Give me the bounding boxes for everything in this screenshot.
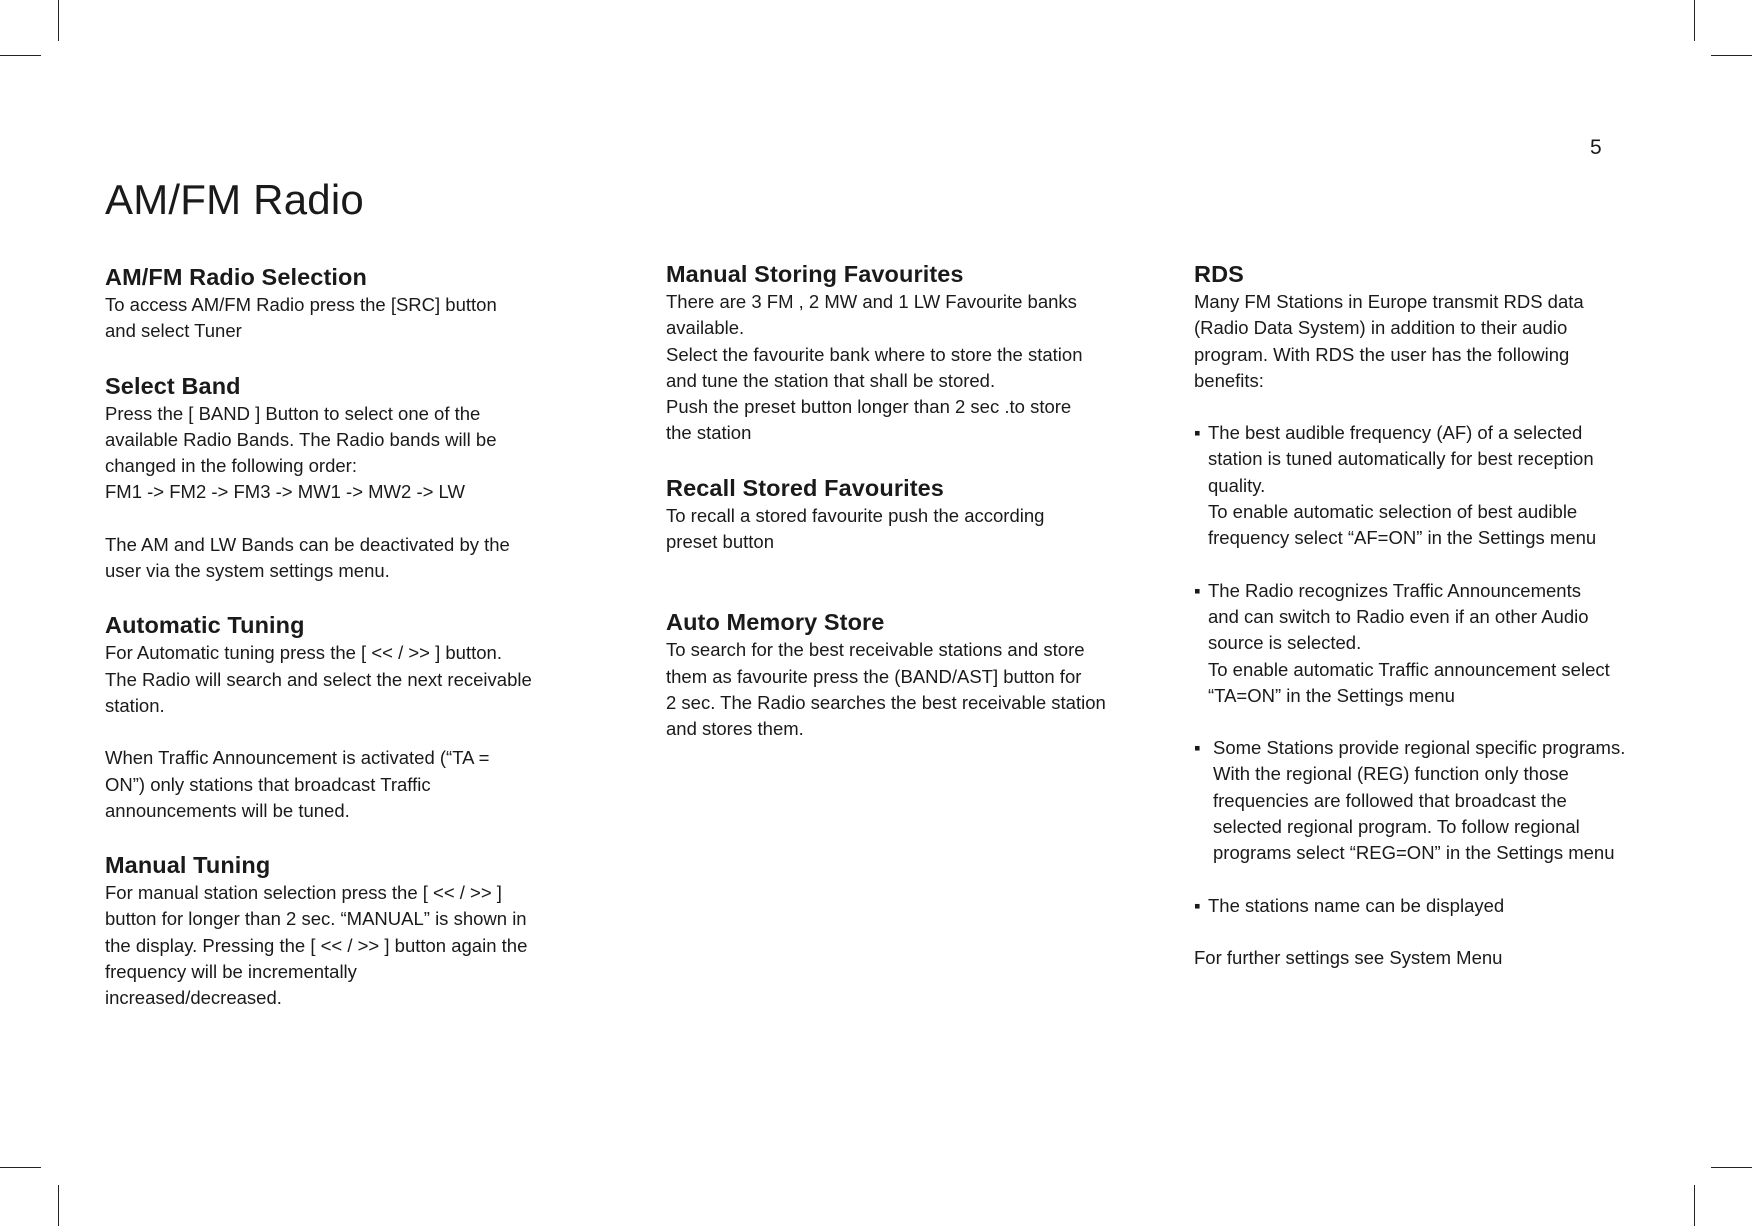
text-line: To access AM/FM Radio press the [SRC] button <box>105 294 497 315</box>
section-select-band <box>105 371 595 585</box>
bullet-square-icon: ▪ <box>1194 894 1201 916</box>
bullet-item <box>1194 578 1684 709</box>
text-line: The best audible frequency (AF) of a selected <box>1208 422 1583 444</box>
text-line: There are 3 FM , 2 MW and 1 LW Favourite banks <box>666 291 1077 312</box>
text-line: To enable automatic Traffic announcement select <box>1208 658 1610 680</box>
bullet-item <box>1194 420 1684 551</box>
section-heading: Manual Storing Favourites <box>666 261 964 287</box>
text-line: For manual station selection press the [ << / >> ] <box>105 882 502 904</box>
text-line: the station <box>666 422 752 444</box>
text-line: station. <box>105 694 165 716</box>
text-line: Select the favourite bank where to store the station <box>666 343 1083 365</box>
text-line: and stores them. <box>666 718 804 740</box>
section-radio-selection <box>105 262 595 345</box>
text-line: and can switch to Radio even if an other Audio <box>1208 605 1589 627</box>
text-line: frequencies are followed that broadcast the <box>1213 789 1567 811</box>
text-line: frequency will be incrementally <box>105 961 357 983</box>
bullet-item <box>1194 735 1684 866</box>
text-line: To enable automatic selection of best audible <box>1208 501 1578 523</box>
text-line: With the regional (REG) function only those <box>1213 763 1569 785</box>
text-line: ON”) only stations that broadcast Traffic <box>105 773 431 795</box>
text-line: frequency select “AF=ON” in the Settings menu <box>1208 527 1597 549</box>
section-heading: Automatic Tuning <box>105 612 305 639</box>
section-auto-memory <box>666 607 1156 742</box>
text-line: them as favourite press the (BAND/AST] button for <box>666 665 1082 687</box>
page-title: AM/FM Radio <box>105 176 364 223</box>
text-line: user via the system settings menu. <box>105 560 390 582</box>
crop-mark-bottom-right-vertical <box>1694 1185 1695 1226</box>
text-line: The AM and LW Bands can be deactivated by the <box>105 533 510 555</box>
crop-mark-top-right-horizontal <box>1711 55 1752 56</box>
crop-mark-bottom-left-vertical <box>58 1185 59 1226</box>
crop-mark-top-right-vertical <box>1694 0 1695 41</box>
footer-note: For further settings see System Menu <box>1194 946 1503 968</box>
bullet-square-icon: ▪ <box>1194 422 1201 444</box>
text-line: For Automatic tuning press the [ << / >> ] button. <box>105 642 502 664</box>
section-heading: Manual Tuning <box>105 852 271 879</box>
section-automatic-tuning <box>105 610 595 824</box>
text-line: programs select “REG=ON” in the Settings menu <box>1213 842 1615 864</box>
text-line: announcements will be tuned. <box>105 799 350 821</box>
right-column <box>1194 259 1684 971</box>
text-line: 2 sec. The Radio searches the best receivable station <box>666 691 1106 713</box>
text-line: quality. <box>1208 474 1266 496</box>
section-heading: RDS <box>1194 261 1244 287</box>
section-heading: Select Band <box>105 372 241 399</box>
section-rds <box>1194 259 1684 971</box>
crop-mark-bottom-right-horizontal <box>1711 1167 1752 1168</box>
bullet-item <box>1194 893 1684 919</box>
text-line: Press the [ BAND ] Button to select one of the <box>105 402 481 424</box>
section-recall-stored <box>666 473 1156 556</box>
text-line: available. <box>666 317 745 339</box>
text-line: and tune the station that shall be stored. <box>666 369 996 391</box>
section-manual-storing <box>666 259 1156 447</box>
text-line: button for longer than 2 sec. “MANUAL” is shown in <box>105 908 527 930</box>
text-line: station is tuned automatically for best reception <box>1208 448 1594 470</box>
text-line: To recall a stored favourite push the according <box>666 504 1045 526</box>
text-line: benefits: <box>1194 369 1264 391</box>
text-line: increased/decreased. <box>105 987 282 1009</box>
text-line: the display. Pressing the [ << / >> ] button again the <box>105 934 528 956</box>
text-line: FM1 -> FM2 -> FM3 -> MW1 -> MW2 -> LW <box>105 481 465 503</box>
text-line: The stations name can be displayed <box>1208 894 1505 916</box>
page-number: 5 <box>1590 136 1602 159</box>
text-line: and select Tuner <box>105 320 242 342</box>
section-heading: AM/FM Radio Selection <box>105 264 367 290</box>
text-line: program. With RDS the user has the following <box>1194 343 1570 365</box>
text-line: The Radio will search and select the next receivable <box>105 668 532 690</box>
text-line: source is selected. <box>1208 632 1362 654</box>
text-line: When Traffic Announcement is activated (“TA = <box>105 747 490 769</box>
left-column <box>105 262 595 1012</box>
text-line: (Radio Data System) in addition to their audio <box>1194 317 1568 339</box>
text-line: Many FM Stations in Europe transmit RDS data <box>1194 291 1584 312</box>
middle-column <box>666 259 1156 743</box>
text-line: available Radio Bands. The Radio bands will be <box>105 428 497 450</box>
crop-mark-top-left-horizontal <box>0 55 41 56</box>
section-manual-tuning <box>105 850 595 1011</box>
section-heading: Auto Memory Store <box>666 609 885 636</box>
crop-mark-top-left-vertical <box>58 0 59 41</box>
bullet-square-icon: ▪ <box>1194 737 1201 759</box>
text-line: changed in the following order: <box>105 455 357 477</box>
bullet-square-icon: ▪ <box>1194 579 1201 601</box>
section-heading: Recall Stored Favourites <box>666 474 944 501</box>
text-line: To search for the best receivable stations and store <box>666 639 1085 661</box>
text-line: preset button <box>666 531 774 553</box>
text-line: “TA=ON” in the Settings menu <box>1208 684 1455 706</box>
text-line: The Radio recognizes Traffic Announcements <box>1208 579 1581 601</box>
text-line: Push the preset button longer than 2 sec .to store <box>666 396 1072 418</box>
text-line: selected regional program. To follow regional <box>1213 816 1580 838</box>
text-line: Some Stations provide regional specific programs. <box>1213 737 1626 759</box>
crop-mark-bottom-left-horizontal <box>0 1167 41 1168</box>
